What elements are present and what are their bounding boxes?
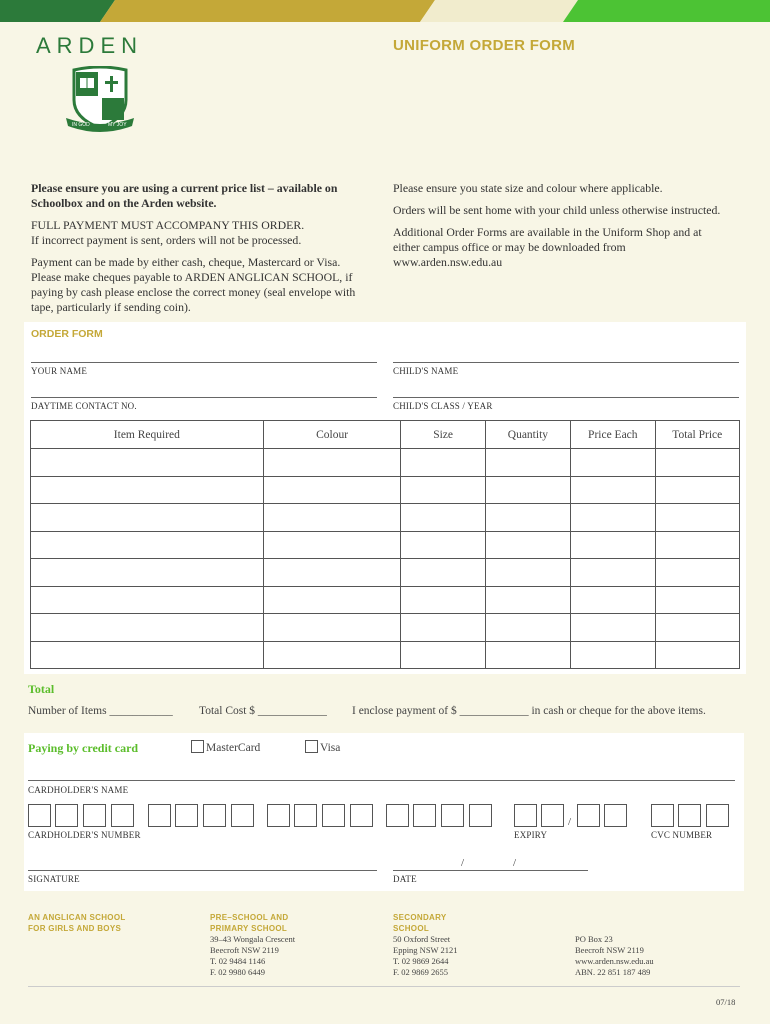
total-heading: Total (28, 682, 55, 696)
visa-checkbox[interactable] (305, 740, 318, 753)
primary-heading-line2: PRIMARY SCHOOL (210, 924, 288, 933)
expiry-digit-box[interactable] (541, 804, 564, 827)
table-cell[interactable] (263, 559, 401, 587)
cvc-digit-box[interactable] (678, 804, 701, 827)
mastercard-option[interactable] (191, 740, 260, 754)
header-quantity: Quantity (485, 421, 570, 449)
table-cell[interactable] (571, 586, 655, 614)
number-of-items-field[interactable]: Number of Items ___________ (28, 705, 173, 717)
table-cell[interactable] (263, 449, 401, 477)
table-cell[interactable] (485, 449, 570, 477)
childs-class-field[interactable] (393, 397, 739, 398)
signature-field[interactable] (28, 870, 377, 871)
table-cell[interactable] (31, 476, 264, 504)
mastercard-checkbox[interactable] (191, 740, 204, 753)
primary-fax: F. 02 9980 6449 (210, 967, 266, 977)
card-digit-box[interactable] (175, 804, 198, 827)
secondary-address2: Epping NSW 2121 (393, 945, 458, 955)
form-title: UNIFORM ORDER FORM (393, 37, 576, 54)
footer-postal (575, 934, 654, 978)
secondary-heading-line2: SCHOOL (393, 924, 430, 933)
crest-motto-left: IN GOD (72, 122, 90, 128)
table-row (31, 586, 740, 614)
table-cell[interactable] (485, 586, 570, 614)
cardholder-name-field[interactable] (28, 780, 735, 781)
card-digit-box[interactable] (441, 804, 464, 827)
footer-tagline (28, 912, 126, 934)
total-cost-field[interactable]: Total Cost $ ____________ (199, 705, 327, 717)
card-digit-box[interactable] (111, 804, 134, 827)
visa-label: Visa (320, 742, 341, 754)
table-cell[interactable] (655, 449, 739, 477)
table-row (31, 504, 740, 532)
card-digit-box[interactable] (386, 804, 409, 827)
date-separator-1: / (461, 857, 465, 869)
table-cell[interactable] (31, 586, 264, 614)
primary-heading-line1: PRE–SCHOOL AND (210, 913, 289, 922)
childs-class-label: CHILD'S CLASS / YEAR (393, 401, 493, 411)
table-cell[interactable] (263, 504, 401, 532)
incorrect-payment-notice: If incorrect payment is sent, orders will not be processed. (31, 233, 302, 247)
cvc-digit-box[interactable] (651, 804, 674, 827)
table-cell[interactable] (263, 476, 401, 504)
size-colour-notice: Please ensure you state size and colour where applicable. (393, 181, 663, 195)
header-total-price: Total Price (655, 421, 739, 449)
table-cell[interactable] (571, 449, 655, 477)
expiry-separator: / (568, 816, 572, 828)
visa-option[interactable] (305, 740, 340, 754)
additional-forms-notice: Additional Order Forms are available in the Uniform Shop and at either campus office or may be downloaded from www.arden.nsw.edu.au (393, 225, 702, 269)
tagline-line2: FOR GIRLS AND BOYS (28, 924, 122, 933)
header-item-required: Item Required (31, 421, 264, 449)
table-cell[interactable] (31, 559, 264, 587)
header-price-each: Price Each (571, 421, 655, 449)
abn: ABN. 22 851 187 489 (575, 967, 651, 977)
version-code: 07/18 (716, 997, 736, 1007)
order-form-heading: ORDER FORM (31, 328, 103, 340)
table-row (31, 531, 740, 559)
card-digit-box[interactable] (413, 804, 436, 827)
table-cell[interactable] (571, 559, 655, 587)
table-cell[interactable] (655, 641, 739, 669)
table-cell[interactable] (401, 476, 485, 504)
card-digit-box[interactable] (350, 804, 373, 827)
expiry-digit-box[interactable] (514, 804, 537, 827)
your-name-label: YOUR NAME (31, 366, 88, 376)
table-cell[interactable] (401, 641, 485, 669)
header-colour: Colour (263, 421, 401, 449)
table-cell[interactable] (401, 531, 485, 559)
card-digit-box[interactable] (469, 804, 492, 827)
card-digit-box[interactable] (28, 804, 51, 827)
footer-divider (28, 986, 740, 987)
table-cell[interactable] (485, 614, 570, 642)
table-cell[interactable] (485, 641, 570, 669)
table-cell[interactable] (571, 614, 655, 642)
table-cell[interactable] (263, 614, 401, 642)
secondary-heading-line1: SECONDARY (393, 913, 447, 922)
price-list-notice: Please ensure you are using a current price list – available on Schoolbox and on the Arden website. (31, 181, 338, 210)
footer-secondary-campus (393, 912, 458, 978)
daytime-contact-label: DAYTIME CONTACT NO. (31, 401, 137, 411)
table-cell[interactable] (31, 504, 264, 532)
secondary-address1: 50 Oxford Street (393, 934, 451, 944)
credit-card-heading: Paying by credit card (28, 741, 139, 755)
signature-label: SIGNATURE (28, 874, 80, 884)
full-payment-notice: FULL PAYMENT MUST ACCOMPANY THIS ORDER. (31, 218, 305, 232)
table-cell[interactable] (485, 504, 570, 532)
card-digit-box[interactable] (203, 804, 226, 827)
expiry-label: EXPIRY (514, 830, 548, 840)
table-row (31, 641, 740, 669)
card-digit-box[interactable] (148, 804, 171, 827)
delivery-notice: Orders will be sent home with your child unless otherwise instructed. (393, 203, 721, 217)
table-cell[interactable] (571, 531, 655, 559)
table-cell[interactable] (655, 614, 739, 642)
secondary-fax: F. 02 9869 2655 (393, 967, 449, 977)
intro-right (393, 181, 723, 277)
table-row (31, 614, 740, 642)
date-field[interactable] (393, 870, 588, 871)
cvc-digit-box[interactable] (706, 804, 729, 827)
card-digit-box[interactable] (55, 804, 78, 827)
po-suburb: Beecroft NSW 2119 (575, 945, 644, 955)
card-digit-box[interactable] (83, 804, 106, 827)
date-label: DATE (393, 874, 417, 884)
table-cell[interactable] (655, 531, 739, 559)
table-cell[interactable] (571, 476, 655, 504)
website-link[interactable]: www.arden.nsw.edu.au (575, 956, 654, 966)
table-cell[interactable] (31, 531, 264, 559)
table-cell[interactable] (485, 531, 570, 559)
header-size: Size (401, 421, 485, 449)
childs-name-field[interactable] (393, 362, 739, 363)
card-digit-box[interactable] (294, 804, 317, 827)
table-cell[interactable] (655, 504, 739, 532)
table-cell[interactable] (31, 614, 264, 642)
table-cell[interactable] (263, 531, 401, 559)
crest-motto-right: MY JOY (108, 122, 127, 128)
table-row (31, 559, 740, 587)
primary-address2: Beecroft NSW 2119 (210, 945, 279, 955)
card-digit-box[interactable] (322, 804, 345, 827)
school-logo-wordmark: ARDEN (36, 33, 144, 58)
po-box: PO Box 23 (575, 934, 613, 944)
table-cell[interactable] (655, 586, 739, 614)
expiry-digit-box[interactable] (604, 804, 627, 827)
table-cell[interactable] (263, 641, 401, 669)
primary-phone: T. 02 9484 1146 (210, 956, 266, 966)
table-cell[interactable] (485, 476, 570, 504)
table-cell[interactable] (655, 476, 739, 504)
card-digit-box[interactable] (231, 804, 254, 827)
table-cell[interactable] (263, 586, 401, 614)
mastercard-label: MasterCard (206, 742, 261, 754)
primary-address1: 39–43 Wongala Crescent (210, 934, 296, 944)
table-cell[interactable] (401, 614, 485, 642)
daytime-contact-field[interactable] (31, 397, 377, 398)
cardholder-number-label: CARDHOLDER'S NUMBER (28, 830, 141, 840)
childs-name-label: CHILD'S NAME (393, 366, 459, 376)
table-cell[interactable] (401, 586, 485, 614)
table-cell[interactable] (401, 559, 485, 587)
cvc-label: CVC NUMBER (651, 830, 713, 840)
date-separator-2: / (513, 857, 517, 869)
table-cell[interactable] (31, 641, 264, 669)
expiry-digit-box[interactable] (577, 804, 600, 827)
card-digit-box[interactable] (267, 804, 290, 827)
table-cell[interactable] (401, 449, 485, 477)
header-stripe (0, 0, 770, 22)
your-name-field[interactable] (31, 362, 377, 363)
cardholder-name-label: CARDHOLDER'S NAME (28, 785, 129, 795)
table-cell[interactable] (571, 504, 655, 532)
enclose-payment-field[interactable]: I enclose payment of $ ____________ in cash or cheque for the above items. (352, 705, 706, 717)
table-cell[interactable] (401, 504, 485, 532)
table-row (31, 449, 740, 477)
footer-primary-campus (210, 912, 295, 978)
order-items-table (30, 420, 740, 669)
table-cell[interactable] (655, 559, 739, 587)
table-cell[interactable] (31, 449, 264, 477)
table-row (31, 476, 740, 504)
intro-left (31, 181, 366, 322)
tagline-line1: AN ANGLICAN SCHOOL (28, 913, 126, 922)
secondary-phone: T. 02 9869 2644 (393, 956, 449, 966)
table-cell[interactable] (485, 559, 570, 587)
table-cell[interactable] (571, 641, 655, 669)
table-header-row (31, 421, 740, 449)
payment-methods-text: Payment can be made by either cash, cheque, Mastercard or Visa. Please make cheques payable to ARDEN ANGLICAN SCHOOL, if paying by cash please enclose the correct money (seal envelope with tape, particularly if sending coin). (31, 255, 356, 314)
